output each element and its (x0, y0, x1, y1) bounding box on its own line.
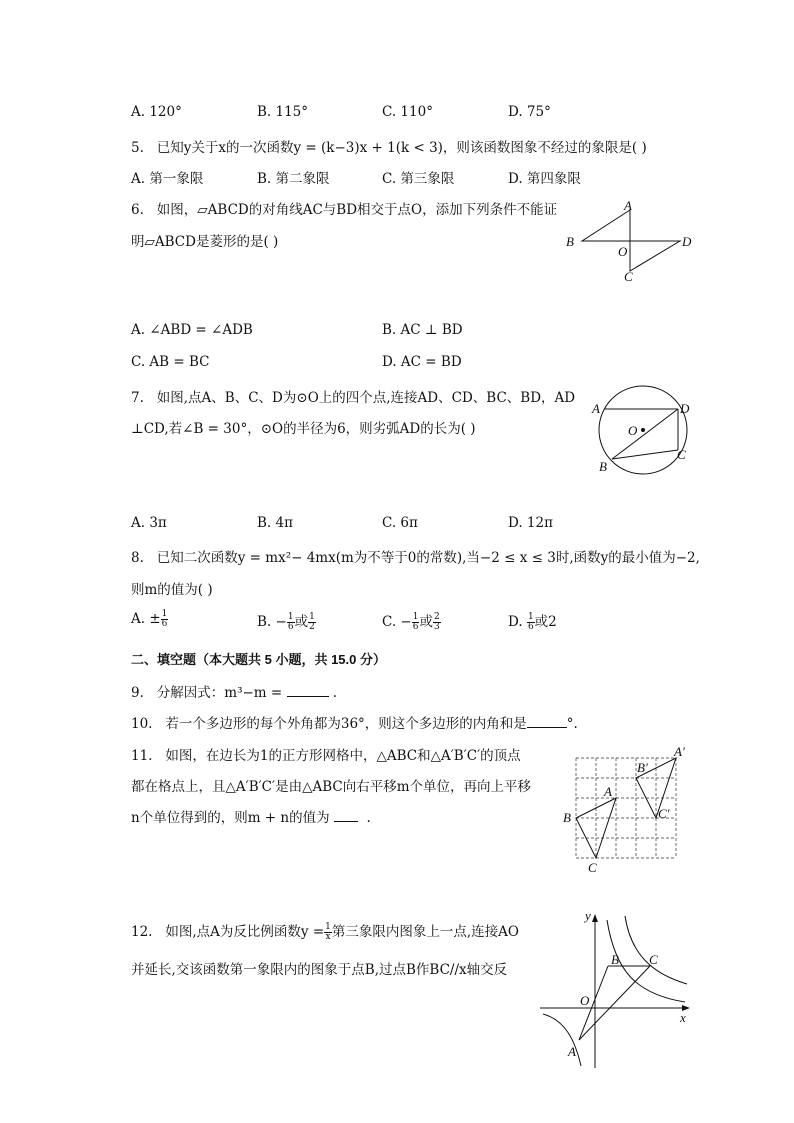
label-b: B (599, 459, 607, 474)
question-12-line2: 并延长,交该函数第一象限内的图象于点B,过点B作BC//x轴交反 (131, 962, 508, 978)
fraction: $\frac{1}{6}$ (527, 612, 534, 632)
fraction: $\frac{1}{x}$ (325, 922, 331, 942)
q6-option-b[interactable]: B. AC ⊥ BD (382, 322, 463, 338)
question-5-number: 5. (131, 140, 144, 156)
label-a: A (624, 198, 632, 213)
question-11-number: 11. (131, 748, 153, 764)
label-c-prime: C′ (658, 806, 670, 821)
label-c: C (649, 952, 658, 967)
answer-blank[interactable] (334, 821, 358, 822)
label-o: O (628, 423, 638, 438)
question-10-number: 10. (131, 716, 153, 732)
label-a-prime: A′ (674, 744, 685, 759)
q8-option-b[interactable]: B. − $\frac{1}{6}$ 或 $\frac{1}{2}$ (257, 612, 315, 632)
question-8-line1: 8. 已知二次函数y = mx²− 4mx(m为不等于0的常数),当−2 ≤ x ≤ 3时,函数y的最小值为−2, (131, 550, 700, 566)
q6-option-a[interactable]: A. ∠ABD = ∠ADB (131, 322, 253, 338)
q5-option-b[interactable]: B. 第二象限 (257, 171, 330, 187)
answer-blank[interactable] (287, 696, 329, 697)
question-8-number: 8. (131, 550, 144, 566)
q4-option-b[interactable]: B. 115° (257, 104, 309, 120)
question-8-line2: 则m的值为( ) (131, 582, 213, 598)
hyperbola-branch-2 (625, 916, 687, 984)
label-c: C (624, 269, 633, 284)
q7-option-a[interactable]: A. 3π (131, 515, 167, 531)
label-a: A (592, 401, 600, 416)
segment-ac (579, 966, 650, 1040)
question-6-line2: 明▱ABCD是菱形的是( ) (131, 234, 279, 250)
fraction: $\frac{1}{2}$ (309, 612, 315, 632)
q5-option-d[interactable]: D. 第四象限 (508, 171, 581, 187)
question-9-number: 9. (131, 685, 144, 701)
label-a: A (604, 784, 612, 799)
label-c: C (588, 860, 597, 875)
label-o: O (580, 993, 590, 1008)
question-11-line2: 都在格点上，且△A′B′C′是由△ABC向右平移m个单位，再向上平移 (131, 779, 532, 795)
question-10: 10. 若一个多边形的每个外角都为36°，则这个多边形的内角和是 °. (131, 716, 578, 732)
rhombus-figure (562, 198, 702, 283)
q4-option-c[interactable]: C. 110° (382, 104, 433, 120)
q6-option-c[interactable]: C. AB = BC (131, 354, 210, 370)
question-7-number: 7. (131, 390, 144, 406)
question-9: 9. 分解因式：m³−m = . (131, 685, 338, 701)
question-11-line3: n个单位得到的，则m + n的值为 . (131, 810, 371, 826)
fraction: $\frac{1}{6}$ (161, 609, 168, 629)
q5-option-c[interactable]: C. 第三象限 (382, 171, 455, 187)
question-6-line1: 6. 如图，▱ABCD的对角线AC与BD相交于点O，添加下列条件不能证 (131, 202, 558, 218)
q8-option-a[interactable]: A. ± $\frac{1}{6}$ (131, 609, 168, 629)
q4-option-a[interactable]: A. 120° (131, 104, 182, 120)
q4-option-d[interactable]: D. 75° (508, 104, 551, 120)
label-d: D (680, 401, 690, 416)
label-b-prime: B′ (637, 760, 648, 775)
label-b: B (611, 952, 619, 967)
label-d: D (682, 234, 692, 249)
q7-option-c[interactable]: C. 6π (382, 515, 418, 531)
q6-option-d[interactable]: D. AC = BD (382, 354, 462, 370)
q7-option-b[interactable]: B. 4π (257, 515, 293, 531)
label-o: O (618, 244, 628, 259)
label-a: A (568, 1044, 576, 1059)
question-11-line1: 11. 如图，在边长为1的正方形网格中，△ABC和△A′B′C′的顶点 (131, 748, 521, 764)
q8-option-d[interactable]: D. $\frac{1}{6}$ 或2 (508, 612, 557, 632)
q7-option-d[interactable]: D. 12π (508, 515, 553, 531)
circle-figure (590, 385, 710, 475)
question-7-line1: 7. 如图,点A、B、C、D为⊙O上的四个点,连接AD、CD、BC、BD，AD (131, 390, 576, 406)
fraction: $\frac{1}{6}$ (412, 612, 419, 632)
center-point (641, 428, 645, 432)
label-b: B (563, 810, 571, 825)
section-2-heading: 二、填空题（本大题共 5 小题，共 15.0 分） (131, 652, 386, 667)
q8-option-c[interactable]: C. − $\frac{1}{6}$ 或 $\frac{2}{3}$ (382, 612, 440, 632)
question-12-number: 12. (131, 924, 153, 940)
label-b: B (566, 234, 574, 249)
question-5-text: 已知y关于x的一次函数y = (k−3)x + 1(k < 3)，则该函数图象不经过的象限是( ) (156, 140, 647, 156)
question-12-line1: 12. 如图,点A为反比例函数y = $\frac{1}{x}$ 第三象限内图象上一点,连接AO (131, 922, 519, 942)
question-6-number: 6. (131, 202, 144, 218)
grid-figure (560, 742, 695, 875)
q5-option-a[interactable]: A. 第一象限 (131, 171, 204, 187)
question-5 (131, 136, 647, 156)
fraction: $\frac{1}{6}$ (287, 612, 294, 632)
answer-blank[interactable] (527, 727, 567, 728)
y-axis-arrow (592, 914, 598, 922)
fraction: $\frac{2}{3}$ (433, 612, 440, 632)
question-7-line2: ⊥CD,若∠B = 30°，⊙O的半径为6，则劣弧AD的长为( ) (131, 421, 476, 437)
label-c: C (677, 447, 686, 462)
hyperbola-figure (535, 910, 695, 1070)
label-y: y (585, 908, 591, 923)
label-x: x (680, 1010, 686, 1025)
